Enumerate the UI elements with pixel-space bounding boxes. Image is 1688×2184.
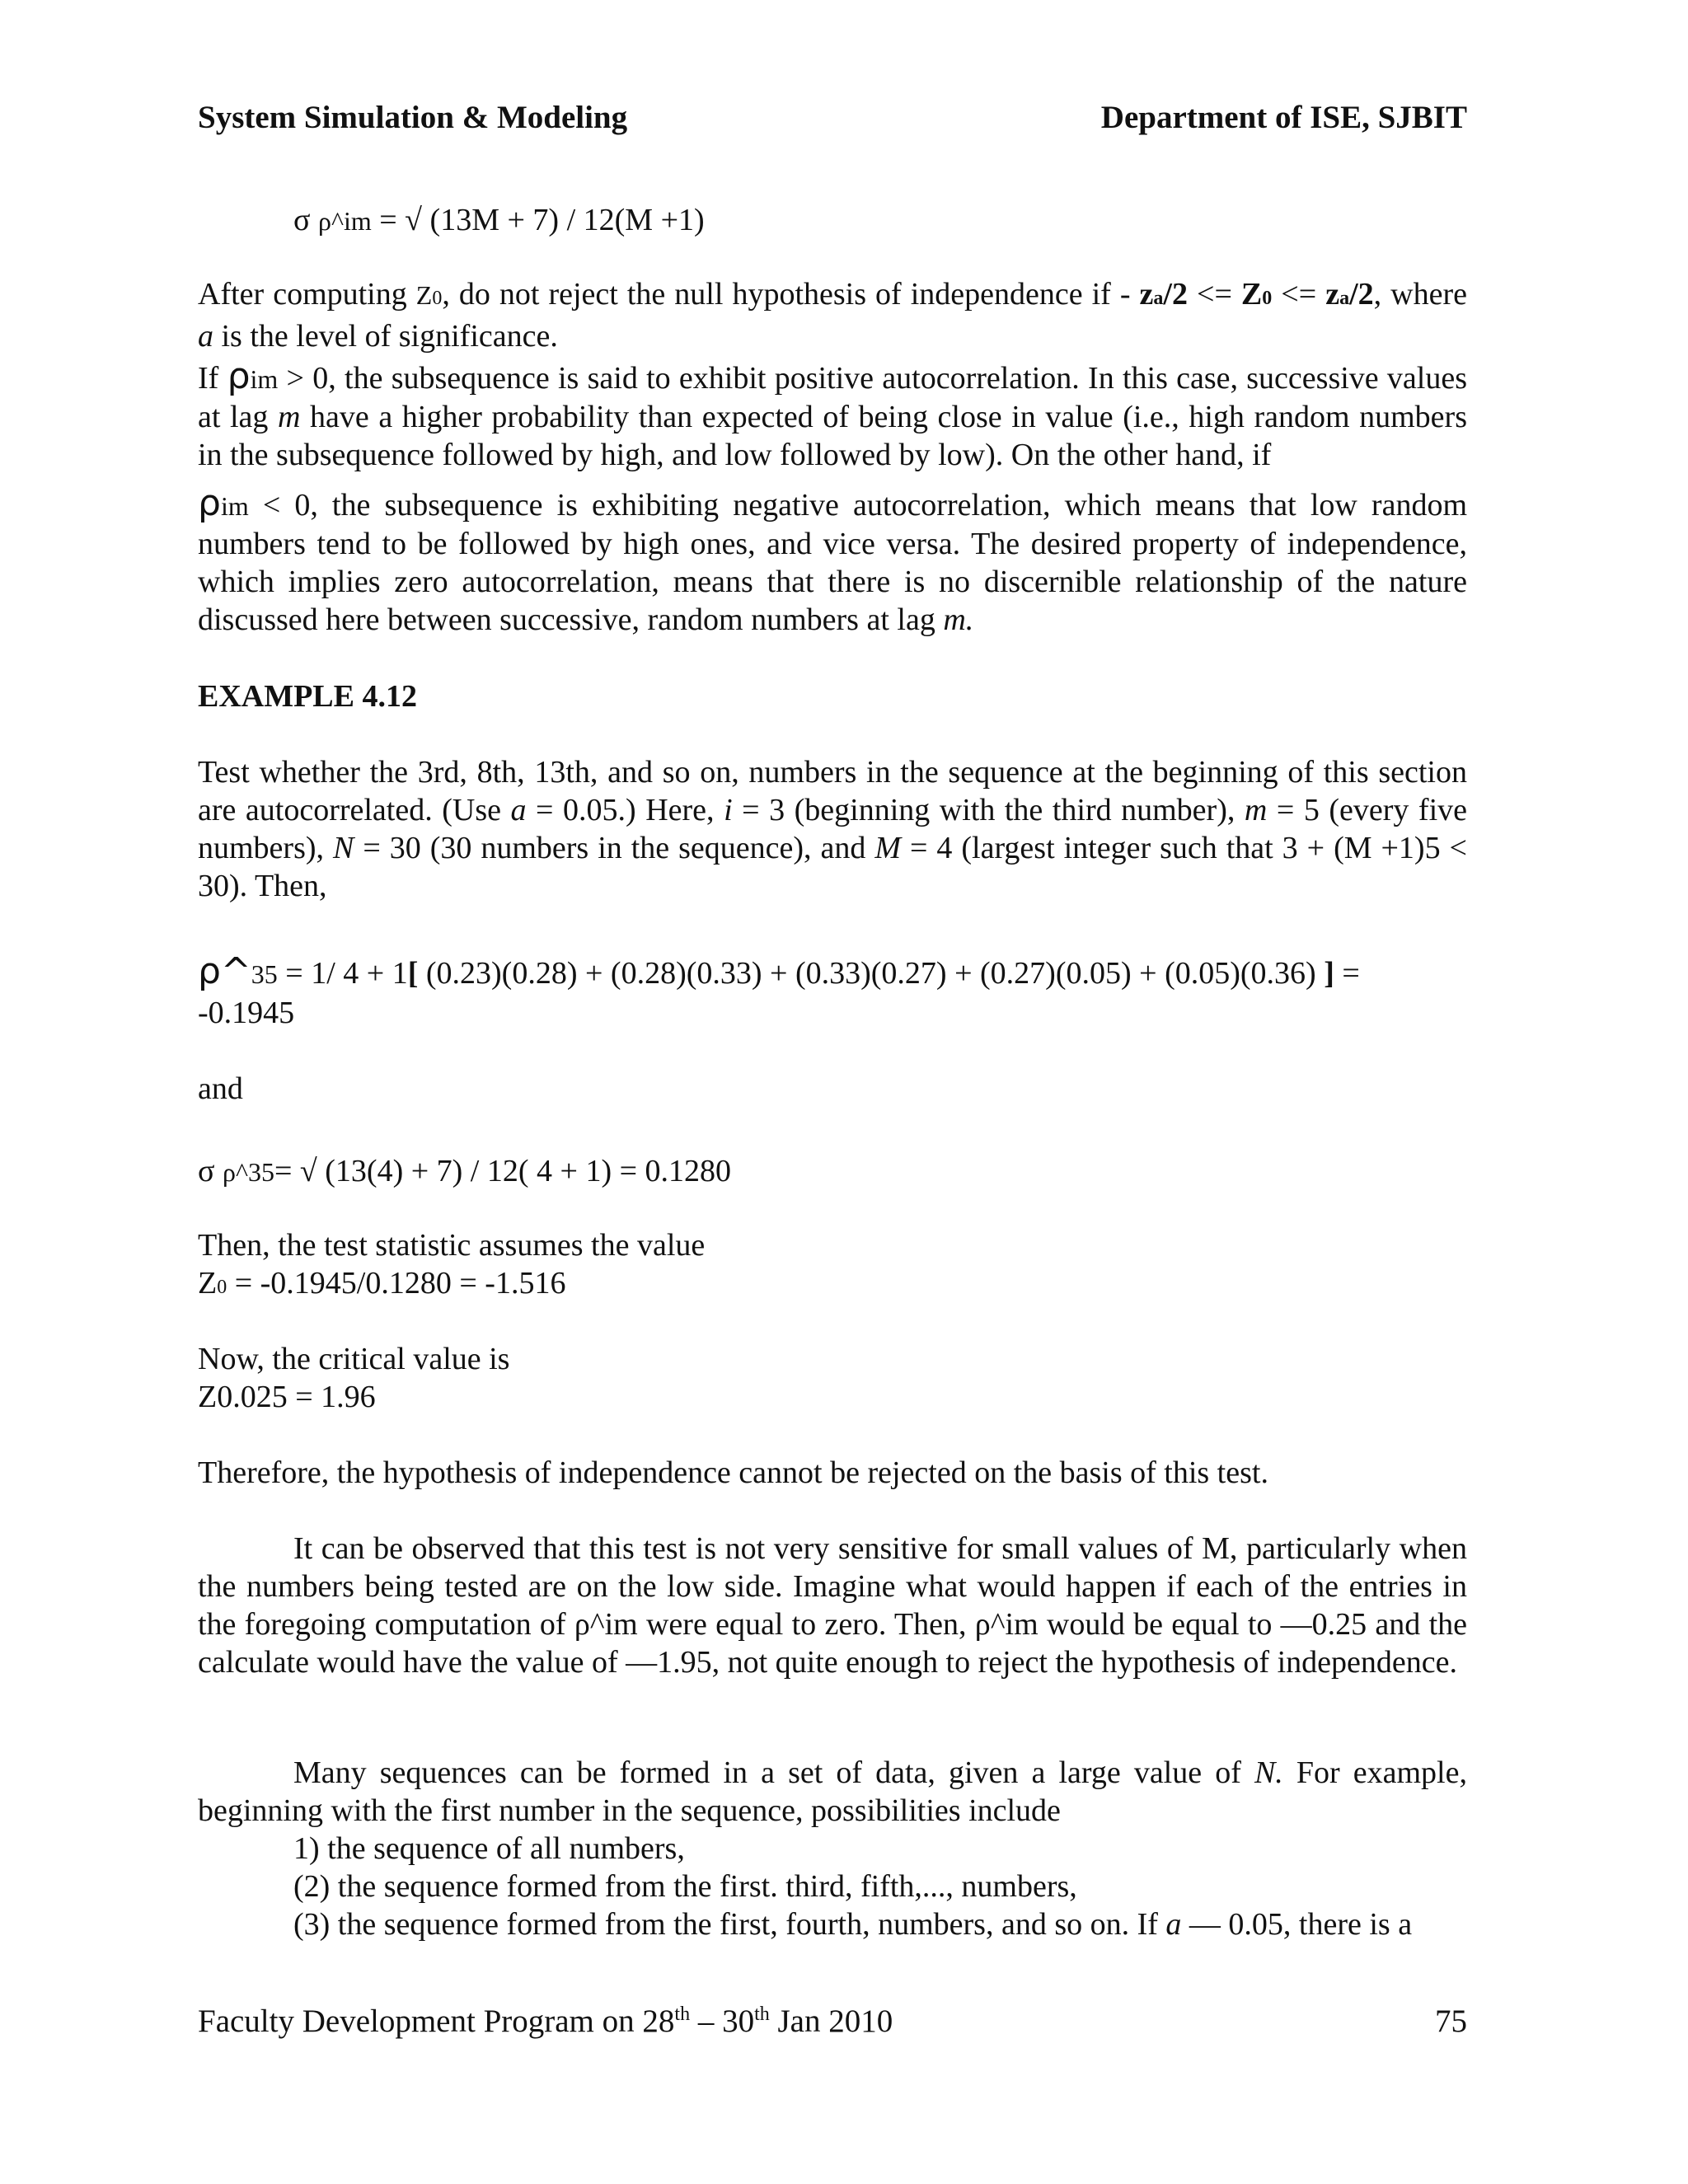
list-item: 1) the sequence of all numbers, — [293, 1831, 685, 1866]
footer-text: Faculty Development Program on 28th – 30th Jan 2010 — [198, 2004, 893, 2039]
critical-value-line2: Z0.025 = 1.96 — [198, 1380, 376, 1414]
header-right: Department of ISE, SJBIT — [1100, 100, 1467, 135]
paragraph-negative-autocorrelation: ρim < 0, the subsequence is exhibiting negative autocorrelation, which means that low random numbers tend to be followed by high ones, and vice versa. The desired property of independence, which implies zero autocorrelation, means that there is no discernible relationship of the nature discussed here between successive, random numbers at lag m. — [198, 482, 1467, 637]
paragraph-positive-autocorrelation: If ρim > 0, the subsequence is said to exhibit positive autocorrelation. In this case, successive values at lag m have a higher probability than expected of being close in value (i.e., high random numbers in the subsequence followed by high, and low followed by low). On the other hand, if — [198, 355, 1467, 472]
paragraph-null-hypothesis: After computing Z0, do not reject the null hypothesis of independence if - za/2 <= Z0 <= za/2, where a is the level of significance. — [198, 277, 1467, 354]
paragraph-many-sequences: Many sequences can be formed in a set of data, given a large value of N. For example, beginning with the first number in the sequence, possibilities include — [198, 1755, 1467, 1828]
and-text: and — [198, 1071, 243, 1106]
rho-result: -0.1945 — [198, 996, 295, 1030]
example-text: Test whether the 3rd, 8th, 13th, and so on, numbers in the sequence at the beginning of this section are autocorrelated. (Use a = 0.05.) Here, i = 3 (beginning with the third number), m = 5 (every five numbers), N = 30 (30 numbers in the sequence), and M = 4 (largest integer such that 3 + (M +1)5 < 30). Then, — [198, 755, 1467, 903]
critical-value-line1: Now, the critical value is — [198, 1342, 510, 1376]
test-statistic-line1: Then, the test statistic assumes the value — [198, 1228, 706, 1263]
conclusion: Therefore, the hypothesis of independence cannot be rejected on the basis of this test. — [198, 1455, 1268, 1490]
paragraph-sensitivity: It can be observed that this test is not very sensitive for small values of M, particularly when the numbers being tested are on the low side. Imagine what would happen if each of the entries in the foregoing computation of ρ^im were equal to zero. Then, ρ^im would be equal to —0.25 and the calculate would have the value of —1.95, not quite enough to reject the hypothesis of independence. — [198, 1531, 1467, 1680]
sigma-formula: σ ρ^im = √ (13M + 7) / 12(M +1) — [293, 203, 705, 237]
sigma-formula-example: σ ρ^35= √ (13(4) + 7) / 12( 4 + 1) = 0.1280 — [198, 1154, 732, 1188]
page-number: 75 — [1435, 2004, 1467, 2039]
list-item: (3) the sequence formed from the first, fourth, numbers, and so on. If a — 0.05, there is a — [293, 1907, 1413, 1942]
list-item: (2) the sequence formed from the first. third, fifth,..., numbers, — [293, 1869, 1077, 1904]
test-statistic-line2: Z0 = -0.1945/0.1280 = -1.516 — [198, 1266, 566, 1301]
header-left: System Simulation & Modeling — [198, 100, 628, 135]
example-title: EXAMPLE 4.12 — [198, 679, 417, 714]
rho-formula: ρ^35 = 1/ 4 + 1[ (0.23)(0.28) + (0.28)(0.33) + (0.33)(0.27) + (0.27)(0.05) + (0.05)(0.36) ] = — [198, 950, 1360, 992]
